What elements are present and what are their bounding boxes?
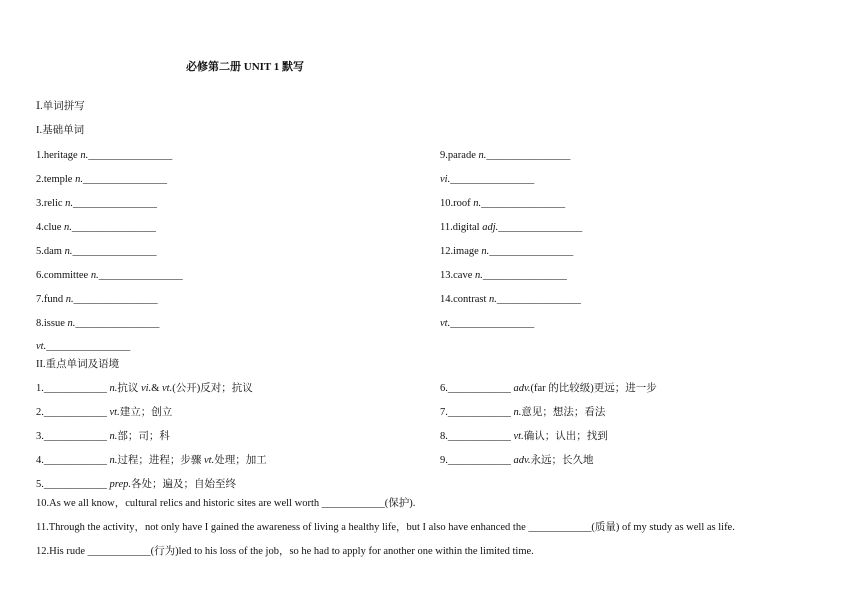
- answer-blank[interactable]: 6.____________: [440, 383, 514, 394]
- answer-blank[interactable]: ________________: [481, 198, 566, 209]
- word-item: vt.________________: [440, 318, 535, 329]
- sentence-item: 11.Through the activity，not only have I gained the awareness of living a healthy life，but I also have enhanced the ____________(质量) of my study as well as life.: [36, 522, 735, 533]
- answer-blank[interactable]: ________________: [71, 222, 156, 233]
- word-item: 11.digital adj.________________: [440, 222, 583, 233]
- answer-blank[interactable]: ________________: [73, 198, 158, 209]
- answer-blank[interactable]: ________________: [489, 246, 574, 257]
- answer-blank[interactable]: ________________: [450, 318, 535, 329]
- key-word-item: 8.____________ vt.确认；认出；找到: [440, 431, 608, 442]
- key-word-item: 9.____________ adv.永远；长久地: [440, 455, 594, 466]
- key-word-item: 3.____________ n.部；司；科: [36, 431, 170, 442]
- key-word-item: 4.____________ n.过程；进程；步骤 vt.处理；加工: [36, 455, 267, 466]
- key-word-item: 2.____________ vt.建立；创立: [36, 407, 173, 418]
- answer-blank[interactable]: 3.____________: [36, 431, 110, 442]
- page-title: 必修第二册 UNIT 1 默写: [186, 61, 305, 73]
- answer-blank[interactable]: ________________: [450, 174, 535, 185]
- key-words-heading: II.重点单词及语境: [36, 359, 120, 370]
- answer-blank[interactable]: ________________: [498, 222, 583, 233]
- answer-blank[interactable]: ________________: [75, 318, 160, 329]
- word-item: 9.parade n.________________: [440, 150, 571, 161]
- word-item: vi.________________: [440, 174, 535, 185]
- word-item: 4.clue n.________________: [36, 222, 156, 233]
- answer-blank[interactable]: ________________: [46, 341, 131, 352]
- word-item: 2.temple n.________________: [36, 174, 167, 185]
- sentence-item: 12.His rude ____________(行为)led to his loss of the job，so he had to apply for another one within the limited time.: [36, 546, 534, 557]
- answer-blank[interactable]: ________________: [482, 270, 567, 281]
- word-item: 3.relic n.________________: [36, 198, 158, 209]
- key-word-item: 6.____________ adv.(far 的比较级)更远；进一步: [440, 383, 657, 394]
- answer-blank[interactable]: 7.____________: [440, 407, 514, 418]
- answer-blank[interactable]: 5.____________: [36, 479, 110, 490]
- word-item: 8.issue n.________________: [36, 318, 160, 329]
- sentence-item: 10.As we all know，cultural relics and historic sites are well worth ____________(保护).: [36, 498, 416, 509]
- answer-blank[interactable]: 1.____________: [36, 383, 110, 394]
- word-item: 13.cave n.________________: [440, 270, 567, 281]
- key-word-item: 7.____________ n.意见；想法；看法: [440, 407, 606, 418]
- word-item: 6.committee n.________________: [36, 270, 183, 281]
- answer-blank[interactable]: 4.____________: [36, 455, 110, 466]
- answer-blank[interactable]: 2.____________: [36, 407, 110, 418]
- answer-blank[interactable]: ________________: [72, 246, 157, 257]
- section-heading: Ⅰ.单词拼写: [36, 101, 85, 112]
- answer-blank[interactable]: 9.____________: [440, 455, 514, 466]
- answer-blank[interactable]: ________________: [98, 270, 183, 281]
- key-word-item: 1.____________ n.抗议 vi.& vt.(公开)反对；抗议: [36, 383, 253, 394]
- answer-blank[interactable]: ________________: [486, 150, 571, 161]
- answer-blank[interactable]: ________________: [496, 294, 581, 305]
- basic-words-heading: I.基础单词: [36, 125, 85, 136]
- word-item: 1.heritage n.________________: [36, 150, 173, 161]
- answer-blank[interactable]: ________________: [82, 174, 167, 185]
- answer-blank[interactable]: ________________: [88, 150, 173, 161]
- word-item: 7.fund n.________________: [36, 294, 158, 305]
- word-item: vt.________________: [36, 341, 131, 352]
- word-item: 14.contrast n.________________: [440, 294, 581, 305]
- word-item: 5.dam n.________________: [36, 246, 157, 257]
- answer-blank[interactable]: ________________: [73, 294, 158, 305]
- key-word-item: 5.____________ prep.各处；遍及；自始至终: [36, 479, 236, 490]
- answer-blank[interactable]: 8.____________: [440, 431, 514, 442]
- word-item: 12.image n.________________: [440, 246, 574, 257]
- word-item: 10.roof n.________________: [440, 198, 566, 209]
